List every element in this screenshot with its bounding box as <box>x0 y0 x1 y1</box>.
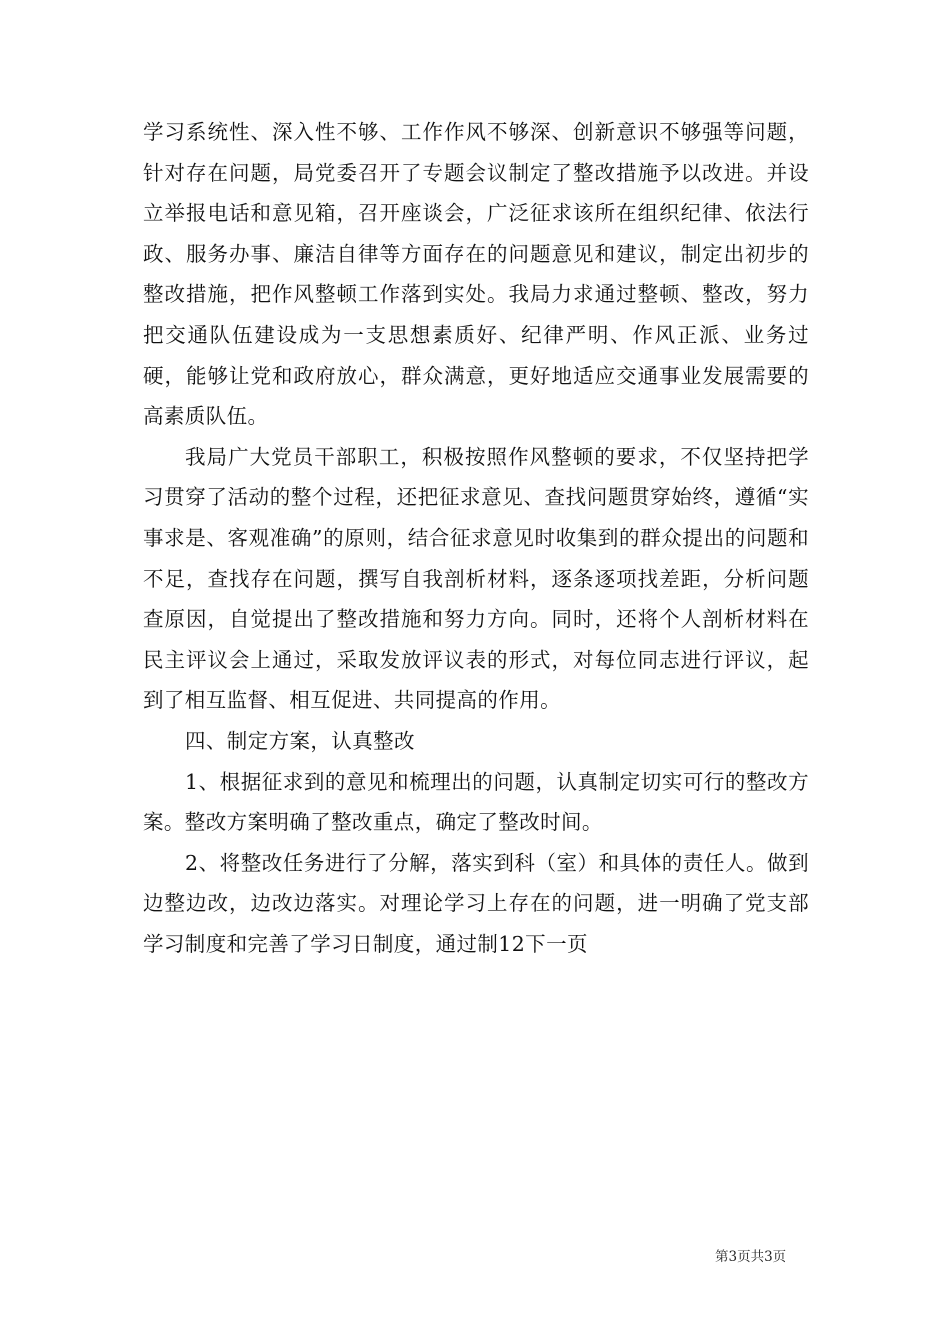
list-item-2: 2、将整改任务进行了分解，落实到科（室）和具体的责任人。做到边整边改，边改边落实。对理论学习上存在的问题，进一明确了党支部学习制度和完善了学习日制度，通过制12下一页 <box>143 850 809 956</box>
paragraph-2: 我局广大党员干部职工，积极按照作风整顿的要求，不仅坚持把学习贯穿了活动的整个过程，还把征求意见、查找问题贯穿始终，遵循“实事求是、客观准确”的原则，结合征求意见时收集到的群众提出的问题和不足，查找存在问题，撰写自我剖析材料，逐条逐项找差距，分析问题查原因，自觉提出了整改措施和努力方向。同时，还将个人剖析材料在民主评议会上通过，采取发放评议表的形式，对每位同志进行评议，起到了相互监督、相互促进、共同提高的作用。 <box>143 444 809 713</box>
document-body <box>143 112 809 964</box>
paragraph-1: 学习系统性、深入性不够、工作作风不够深、创新意识不够强等问题，针对存在问题，局党委召开了专题会议制定了整改措施予以改进。并设立举报电话和意见箱，召开座谈会，广泛征求该所在组织纪律、依法行政、服务办事、廉洁自律等方面存在的问题意见和建议，制定出初步的整改措施，把作风整顿工作落到实处。我局力求通过整顿、整改，努力把交通队伍建设成为一支思想素质好、纪律严明、作风正派、业务过硬，能够让党和政府放心，群众满意，更好地适应交通事业发展需要的高素质队伍。 <box>143 120 809 429</box>
list-item-1: 1、根据征求到的意见和梳理出的问题，认真制定切实可行的整改方案。整改方案明确了整改重点，确定了整改时间。 <box>143 769 809 835</box>
page-number-footer: 第3页共3页 <box>715 1249 787 1265</box>
section-heading: 四、制定方案，认真整改 <box>185 728 415 753</box>
